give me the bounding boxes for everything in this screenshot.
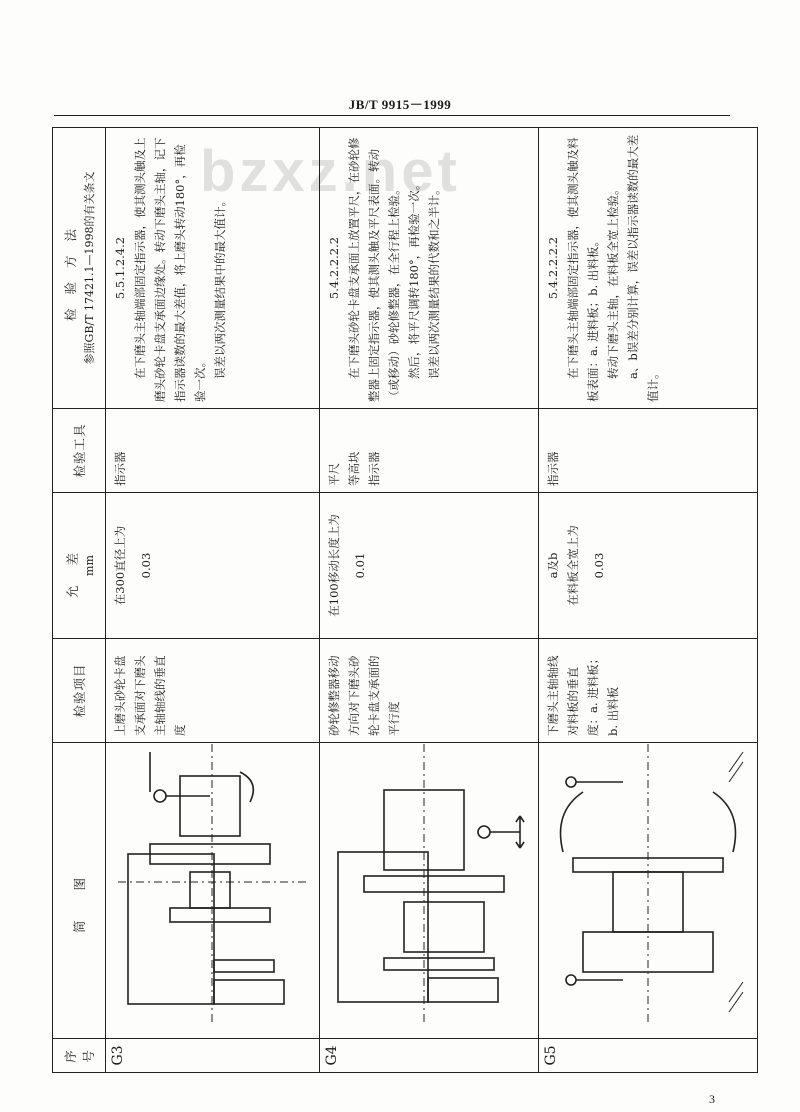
method-section: 5.4.2.2.2.2 — [327, 236, 341, 300]
method-header-reference: 参照GB/T 17421.1—1998的有关条文 — [83, 171, 96, 365]
row-method — [320, 128, 539, 409]
method-paragraph: 误差以两次测量结果中的最大值计。 — [213, 195, 227, 379]
row-tolerance — [320, 493, 539, 639]
col-figure-header: 简图 — [53, 743, 106, 1039]
row-tools — [320, 409, 539, 493]
standard-header: JB/T 9915－1999 — [348, 97, 452, 112]
method-paragraph: 在下磨头主轴端部固定指示器，使其测头触及上磨头砂轮卡盘支承面边缘处。转动下磨头主轴，记下指示器读数的最大差值，将上磨头转动180°，再检验一次。 — [133, 137, 207, 402]
page-number: 3 — [709, 1092, 715, 1106]
tolerance-value: 0.03 — [592, 552, 606, 579]
row-item: 下磨头主轴轴线对料板的垂直度：a. 进料板；b. 出料板 — [539, 639, 758, 743]
tolerance-value: 0.03 — [139, 552, 153, 579]
watermark: bzxz.net — [200, 139, 461, 204]
tool-item: 指示器 — [546, 451, 560, 486]
figure-g4 — [320, 743, 539, 1039]
row-tools — [106, 409, 320, 493]
table-header-row — [53, 128, 106, 1073]
tool-item: 等高块 — [347, 451, 361, 486]
tolerance-condition: a及b — [546, 552, 560, 579]
g3-diagram — [110, 736, 315, 1032]
row-no: G5 — [539, 1039, 758, 1073]
tolerance-condition: 在100移动长度上为 — [327, 514, 341, 617]
g4-diagram — [324, 736, 534, 1032]
inspection-table-rotated — [52, 128, 715, 1073]
col-tools-header: 检验工具 — [53, 409, 106, 493]
table-row — [320, 128, 539, 1073]
tool-item: 指示器 — [113, 451, 127, 486]
tool-item: 指示器 — [367, 451, 381, 486]
figure-g3 — [106, 743, 320, 1039]
tolerance-header-label: 允差 — [64, 533, 80, 599]
method-section: 5.5.1.2.4.2 — [113, 236, 127, 300]
inspection-table — [52, 127, 758, 1073]
tool-item: 平尺 — [327, 463, 341, 486]
row-item: 砂轮修整器移动方向对下磨头砂轮卡盘支承面的平行度 — [320, 639, 539, 743]
method-paragraph: 误差以两次测量结果的代数和之半计。 — [427, 183, 441, 379]
method-header-label: 检验方法 — [63, 215, 78, 322]
figure-g5 — [539, 743, 758, 1039]
row-tools — [539, 409, 758, 493]
tolerance-unit: mm — [82, 555, 96, 576]
method-paragraph: 转动下磨头主轴，在料板全宽上检验。 — [606, 183, 620, 379]
method-paragraph: 在下磨头主轴端部固定指示器，使其测头触及料板表面：a. 进料板；b. 出料板。 — [566, 137, 600, 402]
table-row — [106, 128, 320, 1073]
row-tolerance — [539, 493, 758, 639]
row-method — [539, 128, 758, 409]
tolerance-condition: 在料板全宽上为 — [566, 525, 580, 606]
method-paragraph: 然后，将平尺调转180°，再检验一次。 — [407, 178, 421, 379]
tolerance-condition: 在300直径上为 — [113, 525, 127, 606]
row-no: G3 — [106, 1039, 320, 1073]
col-item-header: 检验项目 — [53, 639, 106, 743]
col-no-header: 序号 — [53, 1039, 106, 1073]
method-section: 5.4.2.2.2.2 — [546, 236, 560, 300]
g5-diagram — [543, 736, 753, 1032]
col-tolerance-header — [53, 493, 106, 639]
method-paragraph: a、b误差分别计算，误差以指示器读数的最大差值计。 — [626, 134, 660, 402]
row-item: 上磨头砂轮卡盘支承面对下磨头主轴轴线的垂直度 — [106, 639, 320, 743]
table-row — [539, 128, 758, 1073]
header-rule — [54, 115, 730, 116]
row-method — [106, 128, 320, 409]
tolerance-value: 0.01 — [353, 552, 367, 579]
row-no: G4 — [320, 1039, 539, 1073]
method-paragraph: 在下磨头砂轮卡盘支承面上放置平尺，在砂轮修整器上固定指示器，使其测头触及平尺表面。转动（或移动）砂轮修整器，在全行程上检验。 — [347, 137, 401, 402]
col-method-header — [53, 128, 106, 409]
row-tolerance — [106, 493, 320, 639]
